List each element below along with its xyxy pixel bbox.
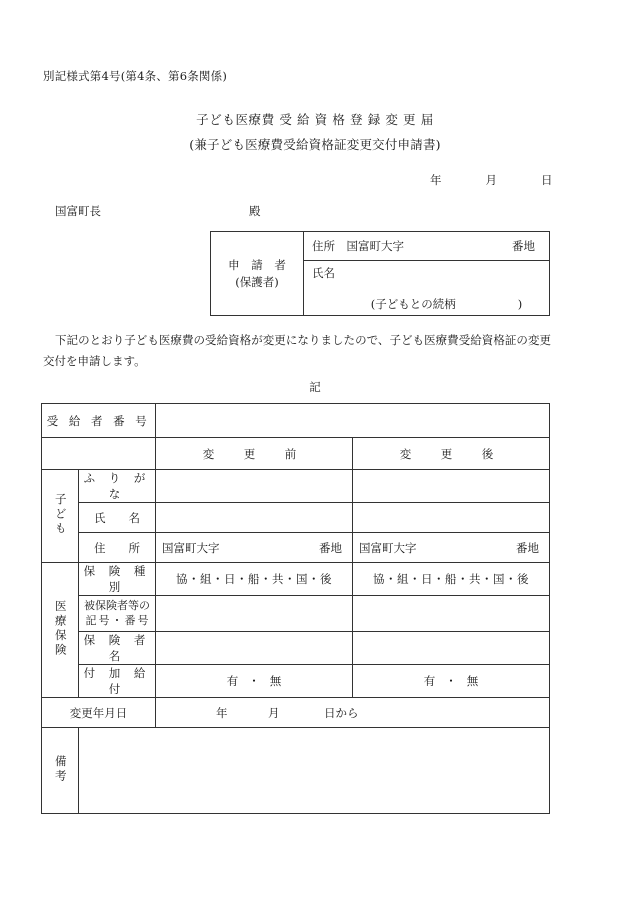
child-address-before-value[interactable] <box>156 533 353 563</box>
additional-benefit-after-yes: 有 <box>423 674 436 688</box>
child-name-row <box>42 503 550 533</box>
group-label-child <box>42 470 79 563</box>
additional-benefit-after-sep: ・ <box>445 674 457 688</box>
furigana-after-value[interactable] <box>353 470 550 503</box>
notes-label <box>42 728 79 814</box>
change-date-year: 年 <box>216 705 228 720</box>
date-day-label: 日 <box>541 173 553 187</box>
furigana-row <box>42 470 550 503</box>
child-address-row <box>42 533 550 563</box>
applicant-address-suffix: 番地 <box>512 239 535 253</box>
form-number: 別記様式第4号(第4条、第6条関係) <box>43 69 228 83</box>
header-blank-cell <box>42 438 156 470</box>
group-label-insurance <box>42 563 79 698</box>
addressee-line <box>55 203 261 219</box>
applicant-label-cell <box>211 232 304 316</box>
applicant-address-row <box>211 232 550 261</box>
notes-row <box>42 728 550 814</box>
symbol-number-after-value[interactable] <box>353 596 550 632</box>
furigana-label: ふ り が な <box>79 470 156 503</box>
change-date-value[interactable] <box>156 698 550 728</box>
child-address-after-value[interactable] <box>353 533 550 563</box>
change-date-day-from: 日から <box>324 705 359 720</box>
additional-benefit-label: 付 加 給 付 <box>79 665 156 698</box>
child-address-label: 住 所 <box>79 533 156 563</box>
child-name-label: 氏 名 <box>79 503 156 533</box>
child-address-before-prefix: 国富町大字 <box>162 540 220 555</box>
kijou-marker: 記 <box>309 380 321 394</box>
child-address-before-suffix: 番地 <box>319 540 342 555</box>
before-after-header-row <box>42 438 550 470</box>
applicant-relation-label: (子どもとの続柄 <box>370 297 456 311</box>
insurer-name-after-value[interactable] <box>353 632 550 665</box>
insurer-name-row <box>42 632 550 665</box>
page-title: 子ども医療費 受 給 資 格 登 録 変 更 届 <box>196 112 434 127</box>
symbol-number-row <box>42 596 550 632</box>
column-header-after: 変 更 後 <box>353 438 550 470</box>
additional-benefit-before-value[interactable] <box>156 665 353 698</box>
additional-benefit-after-no: 無 <box>466 674 479 688</box>
date-month-label: 月 <box>485 173 497 187</box>
column-header-before: 変 更 前 <box>156 438 353 470</box>
recipient-number-value[interactable] <box>156 404 550 438</box>
applicant-relation-line <box>304 296 549 312</box>
applicant-label-line1: 申 請 者 <box>228 257 290 272</box>
body-paragraph: 下記のとおり子ども医療費の受給資格が変更になりましたので、子ども医療費受給資格証の変更交付を申請します。 <box>43 333 551 369</box>
child-address-after-suffix: 番地 <box>516 540 539 555</box>
insurance-kind-label: 保 険 種 別 <box>79 563 156 596</box>
notes-value[interactable] <box>79 728 550 814</box>
symbol-number-label-line1: 被保険者等の <box>84 599 150 613</box>
addressee-honorific: 殿 <box>249 204 261 218</box>
addressee-name: 国富町長 <box>55 204 101 218</box>
applicant-address-cell[interactable] <box>304 232 550 261</box>
child-name-after-value[interactable] <box>353 503 550 533</box>
date-year-label: 年 <box>430 173 442 187</box>
recipient-number-row <box>42 404 550 438</box>
insurance-kind-row <box>42 563 550 596</box>
additional-benefit-before-yes: 有 <box>226 674 239 688</box>
notes-label-text: 備考 <box>53 754 68 784</box>
change-date-row <box>42 698 550 728</box>
submission-date-line <box>430 172 553 188</box>
child-address-after-prefix: 国富町大字 <box>359 540 417 555</box>
additional-benefit-after-value[interactable] <box>353 665 550 698</box>
change-date-label: 変更年月日 <box>42 698 156 728</box>
additional-benefit-row <box>42 665 550 698</box>
symbol-number-label <box>79 596 156 632</box>
symbol-number-label-line2: 記号・番号 <box>85 613 151 627</box>
recipient-number-label: 受 給 者 番 号 <box>42 404 156 438</box>
group-label-insurance-text: 医療保険 <box>53 599 68 658</box>
change-details-table <box>41 403 550 814</box>
group-label-child-text: 子ども <box>53 492 68 537</box>
symbol-number-before-value[interactable] <box>156 596 353 632</box>
applicant-label-line2: (保護者) <box>235 274 279 289</box>
insurance-kind-after-value[interactable]: 協・組・日・船・共・国・後 <box>353 563 550 596</box>
applicant-address-label: 住所 国富町大字 <box>312 239 404 253</box>
insurer-name-label: 保 険 者 名 <box>79 632 156 665</box>
page-subtitle: (兼子ども医療費受給資格証変更交付申請書) <box>189 137 441 152</box>
furigana-before-value[interactable] <box>156 470 353 503</box>
applicant-relation-close: ) <box>517 297 523 311</box>
applicant-name-label: 氏名 <box>312 266 335 280</box>
insurance-kind-before-value[interactable]: 協・組・日・船・共・国・後 <box>156 563 353 596</box>
insurer-name-before-value[interactable] <box>156 632 353 665</box>
additional-benefit-before-sep: ・ <box>248 674 260 688</box>
applicant-table <box>210 231 550 316</box>
applicant-name-cell[interactable] <box>304 261 550 316</box>
additional-benefit-before-no: 無 <box>269 674 282 688</box>
change-date-month: 月 <box>268 705 280 720</box>
title-block <box>0 110 630 153</box>
child-name-before-value[interactable] <box>156 503 353 533</box>
